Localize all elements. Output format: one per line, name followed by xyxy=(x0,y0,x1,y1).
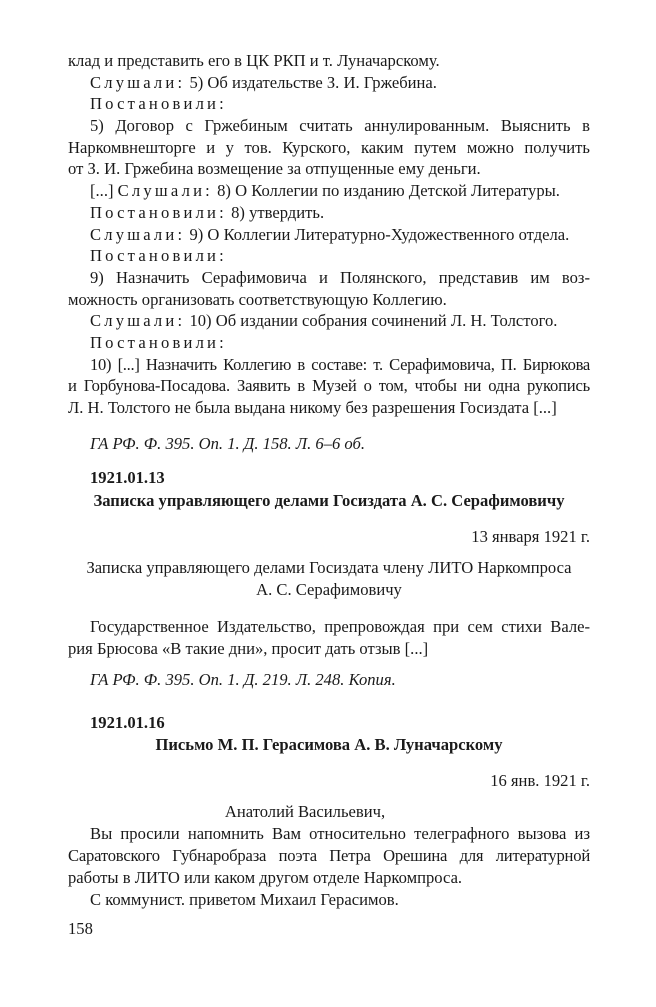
text-line: 5) Договор с Гржебиным считать аннулированным. Выяснить в xyxy=(90,116,590,135)
text-line: 9) Назначить Серафимовича и Полянского, представив им воз- xyxy=(90,268,590,287)
decided-label: Постановили: xyxy=(90,333,227,352)
text-line: работы в ЛИТО или каком другом отделе Наркомпроса. xyxy=(68,868,463,887)
heard-label: Слушали: xyxy=(117,181,213,200)
document-date: 16 янв. 1921 г. xyxy=(490,771,590,790)
document-subtitle: А. С. Серафимовичу xyxy=(256,580,402,599)
salutation: Анатолий Васильевич, xyxy=(224,802,386,821)
text-span: 10) Об издании собрания сочинений Л. Н. Толстого. xyxy=(185,311,558,330)
text-span: 8) О Коллегии по изданию Детской Литературы. xyxy=(212,181,560,200)
text-line: рия Брюсова «В такие дни», просит дать отзыв [...] xyxy=(68,639,429,658)
text-line: клад и представить его в ЦК РКП и т. Луначарскому. xyxy=(68,51,440,70)
text-line: Государственное Издательство, препровождая при сем стихи Вале- xyxy=(90,617,590,636)
archive-source: ГА РФ. Ф. 395. Оп. 1. Д. 219. Л. 248. Копия. xyxy=(90,670,396,689)
text-line: Наркомвнешторге и у тов. Курского, каким путем можно получить xyxy=(68,138,590,157)
signature-line: С коммунист. приветом Михаил Герасимов. xyxy=(90,890,399,909)
decided-label: Постановили: xyxy=(90,203,227,222)
document-title: Письмо М. П. Герасимова А. В. Луначарскому xyxy=(155,735,503,754)
text-line xyxy=(90,73,590,93)
document-title: Записка управляющего делами Госиздата А. С. Серафимовичу xyxy=(93,491,565,510)
archive-source: ГА РФ. Ф. 395. Оп. 1. Д. 158. Л. 6–6 об. xyxy=(90,434,365,453)
document-date: 13 января 1921 г. xyxy=(471,527,590,546)
document-code: 1921.01.13 xyxy=(90,468,165,487)
text-span: 9) О Коллегии Литературно-Художественного отдела. xyxy=(185,225,570,244)
text-span: 5) Об издательстве З. И. Гржебина. xyxy=(185,73,437,92)
text-line xyxy=(90,225,590,245)
heard-label: Слушали: xyxy=(90,73,186,92)
document-subtitle: Записка управляющего делами Госиздата члену ЛИТО Наркомпроса xyxy=(86,558,572,577)
document-code: 1921.01.16 xyxy=(90,713,165,732)
page-number: 158 xyxy=(68,919,93,938)
text-line xyxy=(90,181,590,201)
text-line: Л. Н. Толстого не была выдана никому без разрешения Госиздата [...] xyxy=(68,398,557,417)
heard-label: Слушали: xyxy=(90,225,186,244)
text-line: Вы просили напомнить Вам относительно телеграфного вызова из xyxy=(90,824,590,843)
text-line: Саратовского Губнаробраза поэта Петра Орешина для литературной xyxy=(68,846,590,865)
text-line: и Горбунова-Посадова. Заявить в Музей о том, чтобы ни одна рукопись xyxy=(68,376,590,395)
text-line: можность организовать соответствующую Коллегию. xyxy=(68,290,447,309)
text-line xyxy=(90,311,590,331)
text-line xyxy=(90,203,590,223)
text-span: 8) утвердить. xyxy=(226,203,325,222)
text-line: от З. И. Гржебина возмещение за отпущенные ему деньги. xyxy=(68,159,481,178)
decided-label: Постановили: xyxy=(90,94,227,113)
decided-label: Постановили: xyxy=(90,246,227,265)
text-span: [...] xyxy=(90,181,118,200)
heard-label: Слушали: xyxy=(90,311,186,330)
text-line: 10) [...] Назначить Коллегию в составе: т. Серафимовича, П. Бирюкова xyxy=(90,355,590,374)
